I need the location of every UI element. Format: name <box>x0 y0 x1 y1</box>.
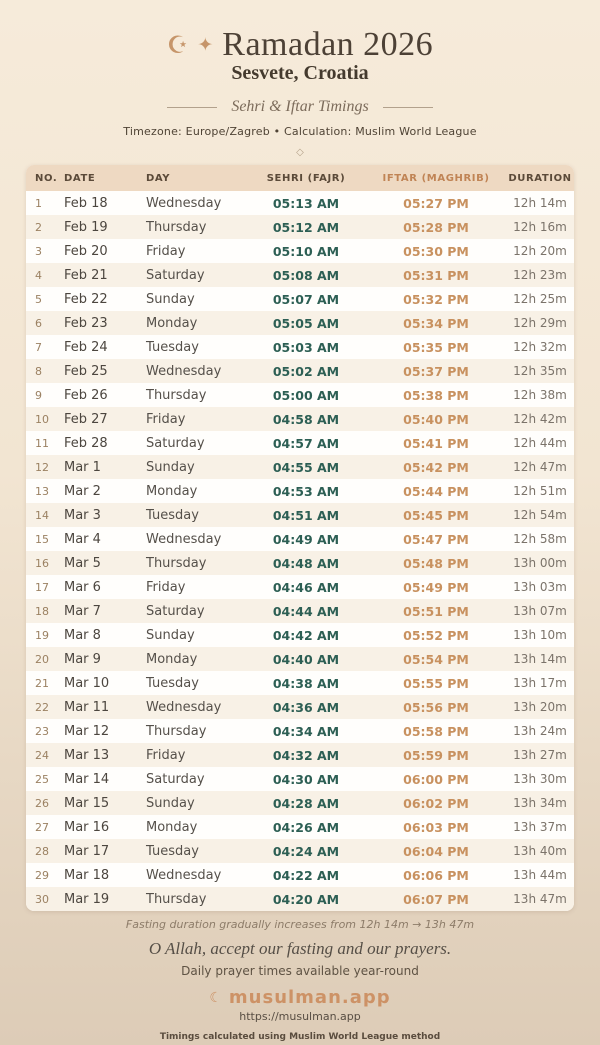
row-number: 27 <box>35 820 49 834</box>
table-row <box>26 215 574 239</box>
row-iftar-time: 05:44 PM <box>403 483 469 499</box>
crescent-moon-icon: ☪ <box>166 31 189 59</box>
row-duration: 13h 44m <box>513 868 567 882</box>
row-date: Mar 5 <box>64 555 101 571</box>
row-number: 7 <box>35 340 42 354</box>
row-iftar-time: 05:38 PM <box>403 387 469 403</box>
row-date: Mar 17 <box>64 843 110 859</box>
row-sehri-time: 04:42 AM <box>272 627 340 643</box>
divider-line-right <box>383 107 433 108</box>
row-day: Sunday <box>146 795 195 811</box>
row-iftar-time: 05:52 PM <box>403 627 469 643</box>
row-day: Saturday <box>146 435 205 451</box>
row-iftar-time: 05:55 PM <box>403 675 469 691</box>
row-sehri-time: 04:32 AM <box>272 747 340 763</box>
column-header-sehri: SEHRI (FAJR) <box>246 165 366 191</box>
row-day: Tuesday <box>146 675 199 691</box>
row-number: 5 <box>35 292 42 306</box>
row-sehri-time: 04:24 AM <box>272 843 340 859</box>
row-duration: 12h 54m <box>513 508 567 522</box>
table-row <box>26 311 574 335</box>
row-day: Thursday <box>146 891 207 907</box>
row-duration: 13h 07m <box>513 604 567 618</box>
row-day: Sunday <box>146 459 195 475</box>
row-duration: 13h 30m <box>513 772 567 786</box>
row-iftar-time: 05:27 PM <box>403 195 469 211</box>
row-sehri-time: 04:58 AM <box>272 411 340 427</box>
row-date: Feb 19 <box>64 219 108 235</box>
row-iftar-time: 05:32 PM <box>403 291 469 307</box>
row-duration: 12h 51m <box>513 484 567 498</box>
row-day: Saturday <box>146 771 205 787</box>
row-iftar-time: 05:37 PM <box>403 363 469 379</box>
table-row <box>26 743 574 767</box>
table-row <box>26 551 574 575</box>
row-number: 19 <box>35 628 49 642</box>
row-iftar-time: 05:58 PM <box>403 723 469 739</box>
row-day: Thursday <box>146 219 207 235</box>
page-header <box>0 0 600 158</box>
row-number: 8 <box>35 364 42 378</box>
table-row <box>26 599 574 623</box>
row-duration: 12h 38m <box>513 388 567 402</box>
page-footer <box>0 918 600 1042</box>
row-iftar-time: 05:54 PM <box>403 651 469 667</box>
row-day: Tuesday <box>146 843 199 859</box>
row-duration: 13h 24m <box>513 724 567 738</box>
brand-name: musulman.app <box>228 987 391 1008</box>
row-duration: 12h 47m <box>513 460 567 474</box>
row-day: Friday <box>146 243 186 259</box>
row-iftar-time: 05:51 PM <box>403 603 469 619</box>
row-sehri-time: 04:40 AM <box>272 651 340 667</box>
row-date: Mar 4 <box>64 531 101 547</box>
row-sehri-time: 04:55 AM <box>272 459 340 475</box>
row-date: Mar 18 <box>64 867 110 883</box>
table-row <box>26 815 574 839</box>
row-number: 2 <box>35 220 42 234</box>
row-day: Saturday <box>146 267 205 283</box>
row-number: 29 <box>35 868 49 882</box>
row-duration: 13h 34m <box>513 796 567 810</box>
brand-url: https://musulman.app <box>239 1010 361 1023</box>
table-header <box>26 165 574 191</box>
row-date: Feb 28 <box>64 435 108 451</box>
row-date: Mar 10 <box>64 675 110 691</box>
row-day: Monday <box>146 483 198 499</box>
row-date: Feb 18 <box>64 195 108 211</box>
row-date: Mar 2 <box>64 483 101 499</box>
table-row <box>26 671 574 695</box>
brand-crescent-icon: ☾ <box>209 989 222 1006</box>
row-date: Feb 20 <box>64 243 108 259</box>
row-number: 12 <box>35 460 49 474</box>
table-row <box>26 647 574 671</box>
row-duration: 12h 32m <box>513 340 567 354</box>
table-row <box>26 239 574 263</box>
row-number: 21 <box>35 676 49 690</box>
row-date: Mar 1 <box>64 459 101 475</box>
row-day: Friday <box>146 747 186 763</box>
row-iftar-time: 06:06 PM <box>403 867 469 883</box>
row-day: Wednesday <box>146 363 222 379</box>
row-sehri-time: 04:30 AM <box>272 771 340 787</box>
row-sehri-time: 04:51 AM <box>272 507 340 523</box>
table-row <box>26 359 574 383</box>
row-iftar-time: 06:07 PM <box>403 891 469 907</box>
row-day: Monday <box>146 315 198 331</box>
row-number: 4 <box>35 268 42 282</box>
row-number: 14 <box>35 508 49 522</box>
row-day: Thursday <box>146 555 207 571</box>
row-date: Mar 15 <box>64 795 110 811</box>
row-iftar-time: 05:41 PM <box>403 435 469 451</box>
column-header-date: DATE <box>64 165 146 191</box>
sparkle-icon: ✦ <box>197 33 214 56</box>
row-iftar-time: 06:04 PM <box>403 843 469 859</box>
column-header-duration: DURATION <box>506 165 574 191</box>
availability-note: Daily prayer times available year-round <box>181 964 419 978</box>
row-sehri-time: 04:53 AM <box>272 483 340 499</box>
row-duration: 12h 20m <box>513 244 567 258</box>
row-number: 10 <box>35 412 49 426</box>
column-header-no: NO. <box>26 165 64 191</box>
table-row <box>26 623 574 647</box>
row-date: Mar 16 <box>64 819 110 835</box>
row-duration: 13h 00m <box>513 556 567 570</box>
diamond-ornament-icon: ◇ <box>296 147 304 158</box>
table-row <box>26 455 574 479</box>
table-row <box>26 287 574 311</box>
row-number: 24 <box>35 748 49 762</box>
row-day: Sunday <box>146 291 195 307</box>
row-date: Feb 25 <box>64 363 108 379</box>
row-duration: 12h 35m <box>513 364 567 378</box>
row-iftar-time: 05:48 PM <box>403 555 469 571</box>
row-day: Saturday <box>146 603 205 619</box>
row-sehri-time: 04:20 AM <box>272 891 340 907</box>
table-row <box>26 407 574 431</box>
table-row <box>26 719 574 743</box>
row-day: Tuesday <box>146 507 199 523</box>
table-row <box>26 791 574 815</box>
row-date: Mar 7 <box>64 603 101 619</box>
row-day: Thursday <box>146 723 207 739</box>
row-number: 6 <box>35 316 42 330</box>
row-number: 28 <box>35 844 49 858</box>
table-row <box>26 887 574 911</box>
row-day: Wednesday <box>146 699 222 715</box>
row-date: Mar 6 <box>64 579 101 595</box>
table-row <box>26 863 574 887</box>
table-row <box>26 767 574 791</box>
row-date: Feb 22 <box>64 291 108 307</box>
row-iftar-time: 05:49 PM <box>403 579 469 595</box>
row-number: 26 <box>35 796 49 810</box>
row-duration: 12h 29m <box>513 316 567 330</box>
row-number: 3 <box>35 244 42 258</box>
row-number: 9 <box>35 388 42 402</box>
row-sehri-time: 05:12 AM <box>272 219 340 235</box>
row-duration: 13h 20m <box>513 700 567 714</box>
row-duration: 12h 25m <box>513 292 567 306</box>
table-row <box>26 479 574 503</box>
row-sehri-time: 04:36 AM <box>272 699 340 715</box>
row-day: Wednesday <box>146 195 222 211</box>
row-day: Wednesday <box>146 867 222 883</box>
table-row <box>26 263 574 287</box>
row-sehri-time: 04:26 AM <box>272 819 340 835</box>
row-iftar-time: 06:03 PM <box>403 819 469 835</box>
row-sehri-time: 04:44 AM <box>272 603 340 619</box>
row-day: Friday <box>146 411 186 427</box>
row-number: 18 <box>35 604 49 618</box>
row-date: Mar 12 <box>64 723 110 739</box>
table-row <box>26 431 574 455</box>
row-iftar-time: 06:00 PM <box>403 771 469 787</box>
row-iftar-time: 05:30 PM <box>403 243 469 259</box>
row-sehri-time: 04:46 AM <box>272 579 340 595</box>
row-date: Feb 21 <box>64 267 108 283</box>
row-date: Mar 9 <box>64 651 101 667</box>
column-header-iftar: IFTAR (MAGHRIB) <box>366 165 506 191</box>
row-iftar-time: 05:34 PM <box>403 315 469 331</box>
row-duration: 13h 47m <box>513 892 567 906</box>
row-number: 1 <box>35 196 42 210</box>
row-iftar-time: 05:45 PM <box>403 507 469 523</box>
row-date: Mar 13 <box>64 747 110 763</box>
table-row <box>26 695 574 719</box>
row-number: 15 <box>35 532 49 546</box>
row-sehri-time: 05:00 AM <box>272 387 340 403</box>
row-day: Tuesday <box>146 339 199 355</box>
table-row <box>26 191 574 215</box>
row-duration: 12h 42m <box>513 412 567 426</box>
row-duration: 13h 40m <box>513 844 567 858</box>
dua-text: O Allah, accept our fasting and our prayers. <box>148 939 452 958</box>
row-number: 30 <box>35 892 49 906</box>
row-number: 25 <box>35 772 49 786</box>
row-sehri-time: 05:02 AM <box>272 363 340 379</box>
page-subtitle: Sehri & Iftar Timings <box>231 98 369 115</box>
divider-line-left <box>167 107 217 108</box>
row-sehri-time: 05:07 AM <box>272 291 340 307</box>
row-duration: 12h 14m <box>513 196 567 210</box>
row-date: Mar 11 <box>64 699 110 715</box>
row-sehri-time: 04:22 AM <box>272 867 340 883</box>
row-duration: 13h 03m <box>513 580 567 594</box>
row-day: Friday <box>146 579 186 595</box>
row-number: 16 <box>35 556 49 570</box>
page-title: Ramadan 2026 <box>222 26 434 63</box>
row-iftar-time: 05:28 PM <box>403 219 469 235</box>
table-row <box>26 527 574 551</box>
row-number: 23 <box>35 724 49 738</box>
row-iftar-time: 05:47 PM <box>403 531 469 547</box>
row-iftar-time: 05:40 PM <box>403 411 469 427</box>
row-iftar-time: 05:59 PM <box>403 747 469 763</box>
timings-table <box>26 165 574 911</box>
row-number: 20 <box>35 652 49 666</box>
table-row <box>26 575 574 599</box>
row-iftar-time: 05:56 PM <box>403 699 469 715</box>
row-number: 17 <box>35 580 49 594</box>
row-duration: 12h 44m <box>513 436 567 450</box>
table-row <box>26 503 574 527</box>
row-duration: 13h 10m <box>513 628 567 642</box>
calculation-method-note: Timings calculated using Muslim World League method <box>159 1032 441 1042</box>
row-number: 11 <box>35 436 49 450</box>
row-duration: 13h 14m <box>513 652 567 666</box>
column-header-day: DAY <box>146 165 246 191</box>
row-iftar-time: 05:31 PM <box>403 267 469 283</box>
row-sehri-time: 04:48 AM <box>272 555 340 571</box>
row-duration: 13h 27m <box>513 748 567 762</box>
row-date: Feb 27 <box>64 411 108 427</box>
row-duration: 12h 23m <box>513 268 567 282</box>
row-iftar-time: 06:02 PM <box>403 795 469 811</box>
row-sehri-time: 04:49 AM <box>272 531 340 547</box>
row-duration: 13h 17m <box>513 676 567 690</box>
timings-table-card <box>26 165 574 911</box>
row-iftar-time: 05:35 PM <box>403 339 469 355</box>
row-date: Mar 19 <box>64 891 110 907</box>
row-sehri-time: 05:08 AM <box>272 267 340 283</box>
row-day: Monday <box>146 819 198 835</box>
row-duration: 12h 58m <box>513 532 567 546</box>
row-day: Monday <box>146 651 198 667</box>
row-sehri-time: 05:10 AM <box>272 243 340 259</box>
row-sehri-time: 04:57 AM <box>272 435 340 451</box>
row-sehri-time: 05:03 AM <box>272 339 340 355</box>
row-sehri-time: 04:28 AM <box>272 795 340 811</box>
row-sehri-time: 05:05 AM <box>272 315 340 331</box>
row-sehri-time: 04:38 AM <box>272 675 340 691</box>
row-date: Feb 24 <box>64 339 108 355</box>
row-number: 13 <box>35 484 49 498</box>
row-duration: 13h 37m <box>513 820 567 834</box>
row-iftar-time: 05:42 PM <box>403 459 469 475</box>
row-date: Feb 23 <box>64 315 108 331</box>
row-date: Mar 14 <box>64 771 110 787</box>
table-body <box>26 191 574 911</box>
duration-note: Fasting duration gradually increases from 12h 14m → 13h 47m <box>125 918 475 931</box>
row-date: Mar 8 <box>64 627 101 643</box>
table-row <box>26 839 574 863</box>
location-label: Sesvete, Croatia <box>231 62 369 84</box>
table-row <box>26 335 574 359</box>
row-sehri-time: 05:13 AM <box>272 195 340 211</box>
timezone-calculation-info: Timezone: Europe/Zagreb • Calculation: Muslim World League <box>123 125 477 138</box>
row-number: 22 <box>35 700 49 714</box>
row-day: Sunday <box>146 627 195 643</box>
row-day: Wednesday <box>146 531 222 547</box>
row-date: Feb 26 <box>64 387 108 403</box>
row-sehri-time: 04:34 AM <box>272 723 340 739</box>
table-row <box>26 383 574 407</box>
row-duration: 12h 16m <box>513 220 567 234</box>
row-date: Mar 3 <box>64 507 101 523</box>
row-day: Thursday <box>146 387 207 403</box>
